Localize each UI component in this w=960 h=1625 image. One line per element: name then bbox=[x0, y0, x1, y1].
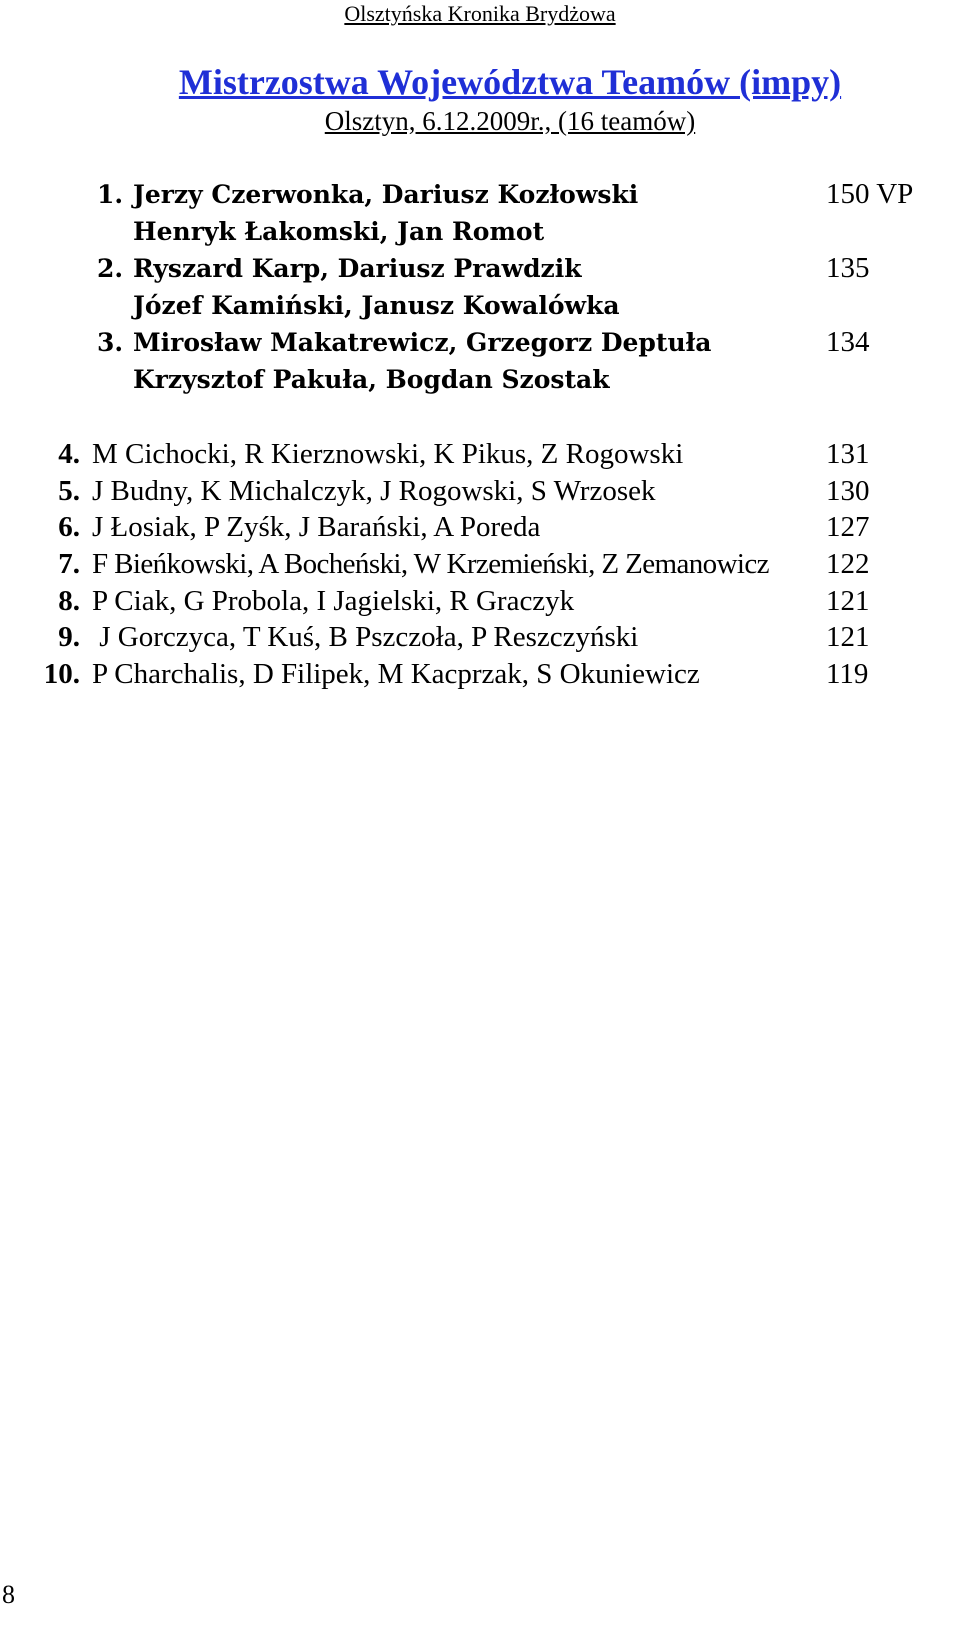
result-row bbox=[0, 583, 960, 620]
result-place: 10. bbox=[43, 658, 80, 691]
result-row bbox=[0, 436, 960, 473]
podium-entry-3-continued bbox=[0, 361, 960, 398]
page-subtitle bbox=[0, 104, 960, 138]
podium-entry-1 bbox=[0, 176, 960, 213]
result-row bbox=[0, 546, 960, 583]
podium-entry-1-continued bbox=[0, 213, 960, 250]
page-number: 8 bbox=[2, 1580, 15, 1609]
running-header bbox=[0, 0, 960, 28]
result-names: F Bieńkowski, A Bocheński, W Krzemieński, Z Zemanowicz bbox=[92, 548, 769, 581]
result-place: 9. bbox=[58, 621, 80, 654]
result-score: 119 bbox=[826, 658, 869, 691]
result-score: 127 bbox=[826, 511, 870, 544]
result-row bbox=[0, 619, 960, 656]
page-subtitle-text: Olsztyn, 6.12.2009r., (16 teamów) bbox=[324, 106, 696, 136]
podium-place: 2. bbox=[97, 254, 124, 283]
result-place: 6. bbox=[58, 511, 80, 544]
podium-names-line1: Mirosław Makatrewicz, Grzegorz Deptuła bbox=[133, 328, 712, 357]
result-names: P Charchalis, D Filipek, M Kacprzak, S Okuniewicz bbox=[92, 658, 700, 691]
result-score: 121 bbox=[826, 621, 870, 654]
podium-names-line2: Krzysztof Pakuła, Bogdan Szostak bbox=[133, 365, 610, 394]
podium-names-line2: Józef Kamiński, Janusz Kowalówka bbox=[133, 291, 620, 320]
result-place: 7. bbox=[58, 548, 80, 581]
result-place: 4. bbox=[58, 438, 80, 470]
podium-place: 1. bbox=[97, 180, 124, 209]
result-score: 122 bbox=[826, 548, 870, 581]
result-names: J Budny, K Michalczyk, J Rogowski, S Wrzosek bbox=[92, 474, 656, 507]
podium-names-line1: Ryszard Karp, Dariusz Prawdzik bbox=[133, 254, 582, 283]
page-title-text: Mistrzostwa Województwa Teamów (impy) bbox=[178, 62, 842, 102]
result-names: J Łosiak, P Zyśk, J Barański, A Poreda bbox=[92, 511, 541, 544]
result-row bbox=[0, 509, 960, 546]
result-score: 121 bbox=[826, 584, 870, 617]
result-names: P Ciak, G Probola, I Jagielski, R Graczyk bbox=[92, 584, 575, 617]
result-row bbox=[0, 656, 960, 693]
podium-score: 135 bbox=[826, 252, 870, 284]
result-place: 8. bbox=[58, 584, 80, 617]
podium-names-line1: Jerzy Czerwonka, Dariusz Kozłowski bbox=[133, 180, 639, 209]
result-score: 130 bbox=[826, 474, 870, 507]
podium-names-line2: Henryk Łakomski, Jan Romot bbox=[133, 217, 545, 246]
podium-place: 3. bbox=[97, 328, 124, 357]
running-title: Olsztyńska Kronika Brydżowa bbox=[344, 1, 616, 26]
result-score: 131 bbox=[826, 438, 870, 470]
podium-entry-2-continued bbox=[0, 287, 960, 324]
result-place: 5. bbox=[58, 474, 80, 507]
podium-entry-3 bbox=[0, 324, 960, 361]
result-names: M Cichocki, R Kierznowski, K Pikus, Z Rogowski bbox=[92, 438, 684, 470]
podium-score: 134 bbox=[826, 326, 870, 358]
result-row bbox=[0, 473, 960, 510]
podium-results bbox=[0, 176, 960, 398]
results-list bbox=[0, 436, 960, 693]
podium-entry-2 bbox=[0, 250, 960, 287]
result-names: J Gorczyca, T Kuś, B Pszczoła, P Reszczyński bbox=[92, 621, 639, 654]
podium-score: 150 VP bbox=[826, 178, 914, 210]
page-title bbox=[0, 60, 960, 104]
